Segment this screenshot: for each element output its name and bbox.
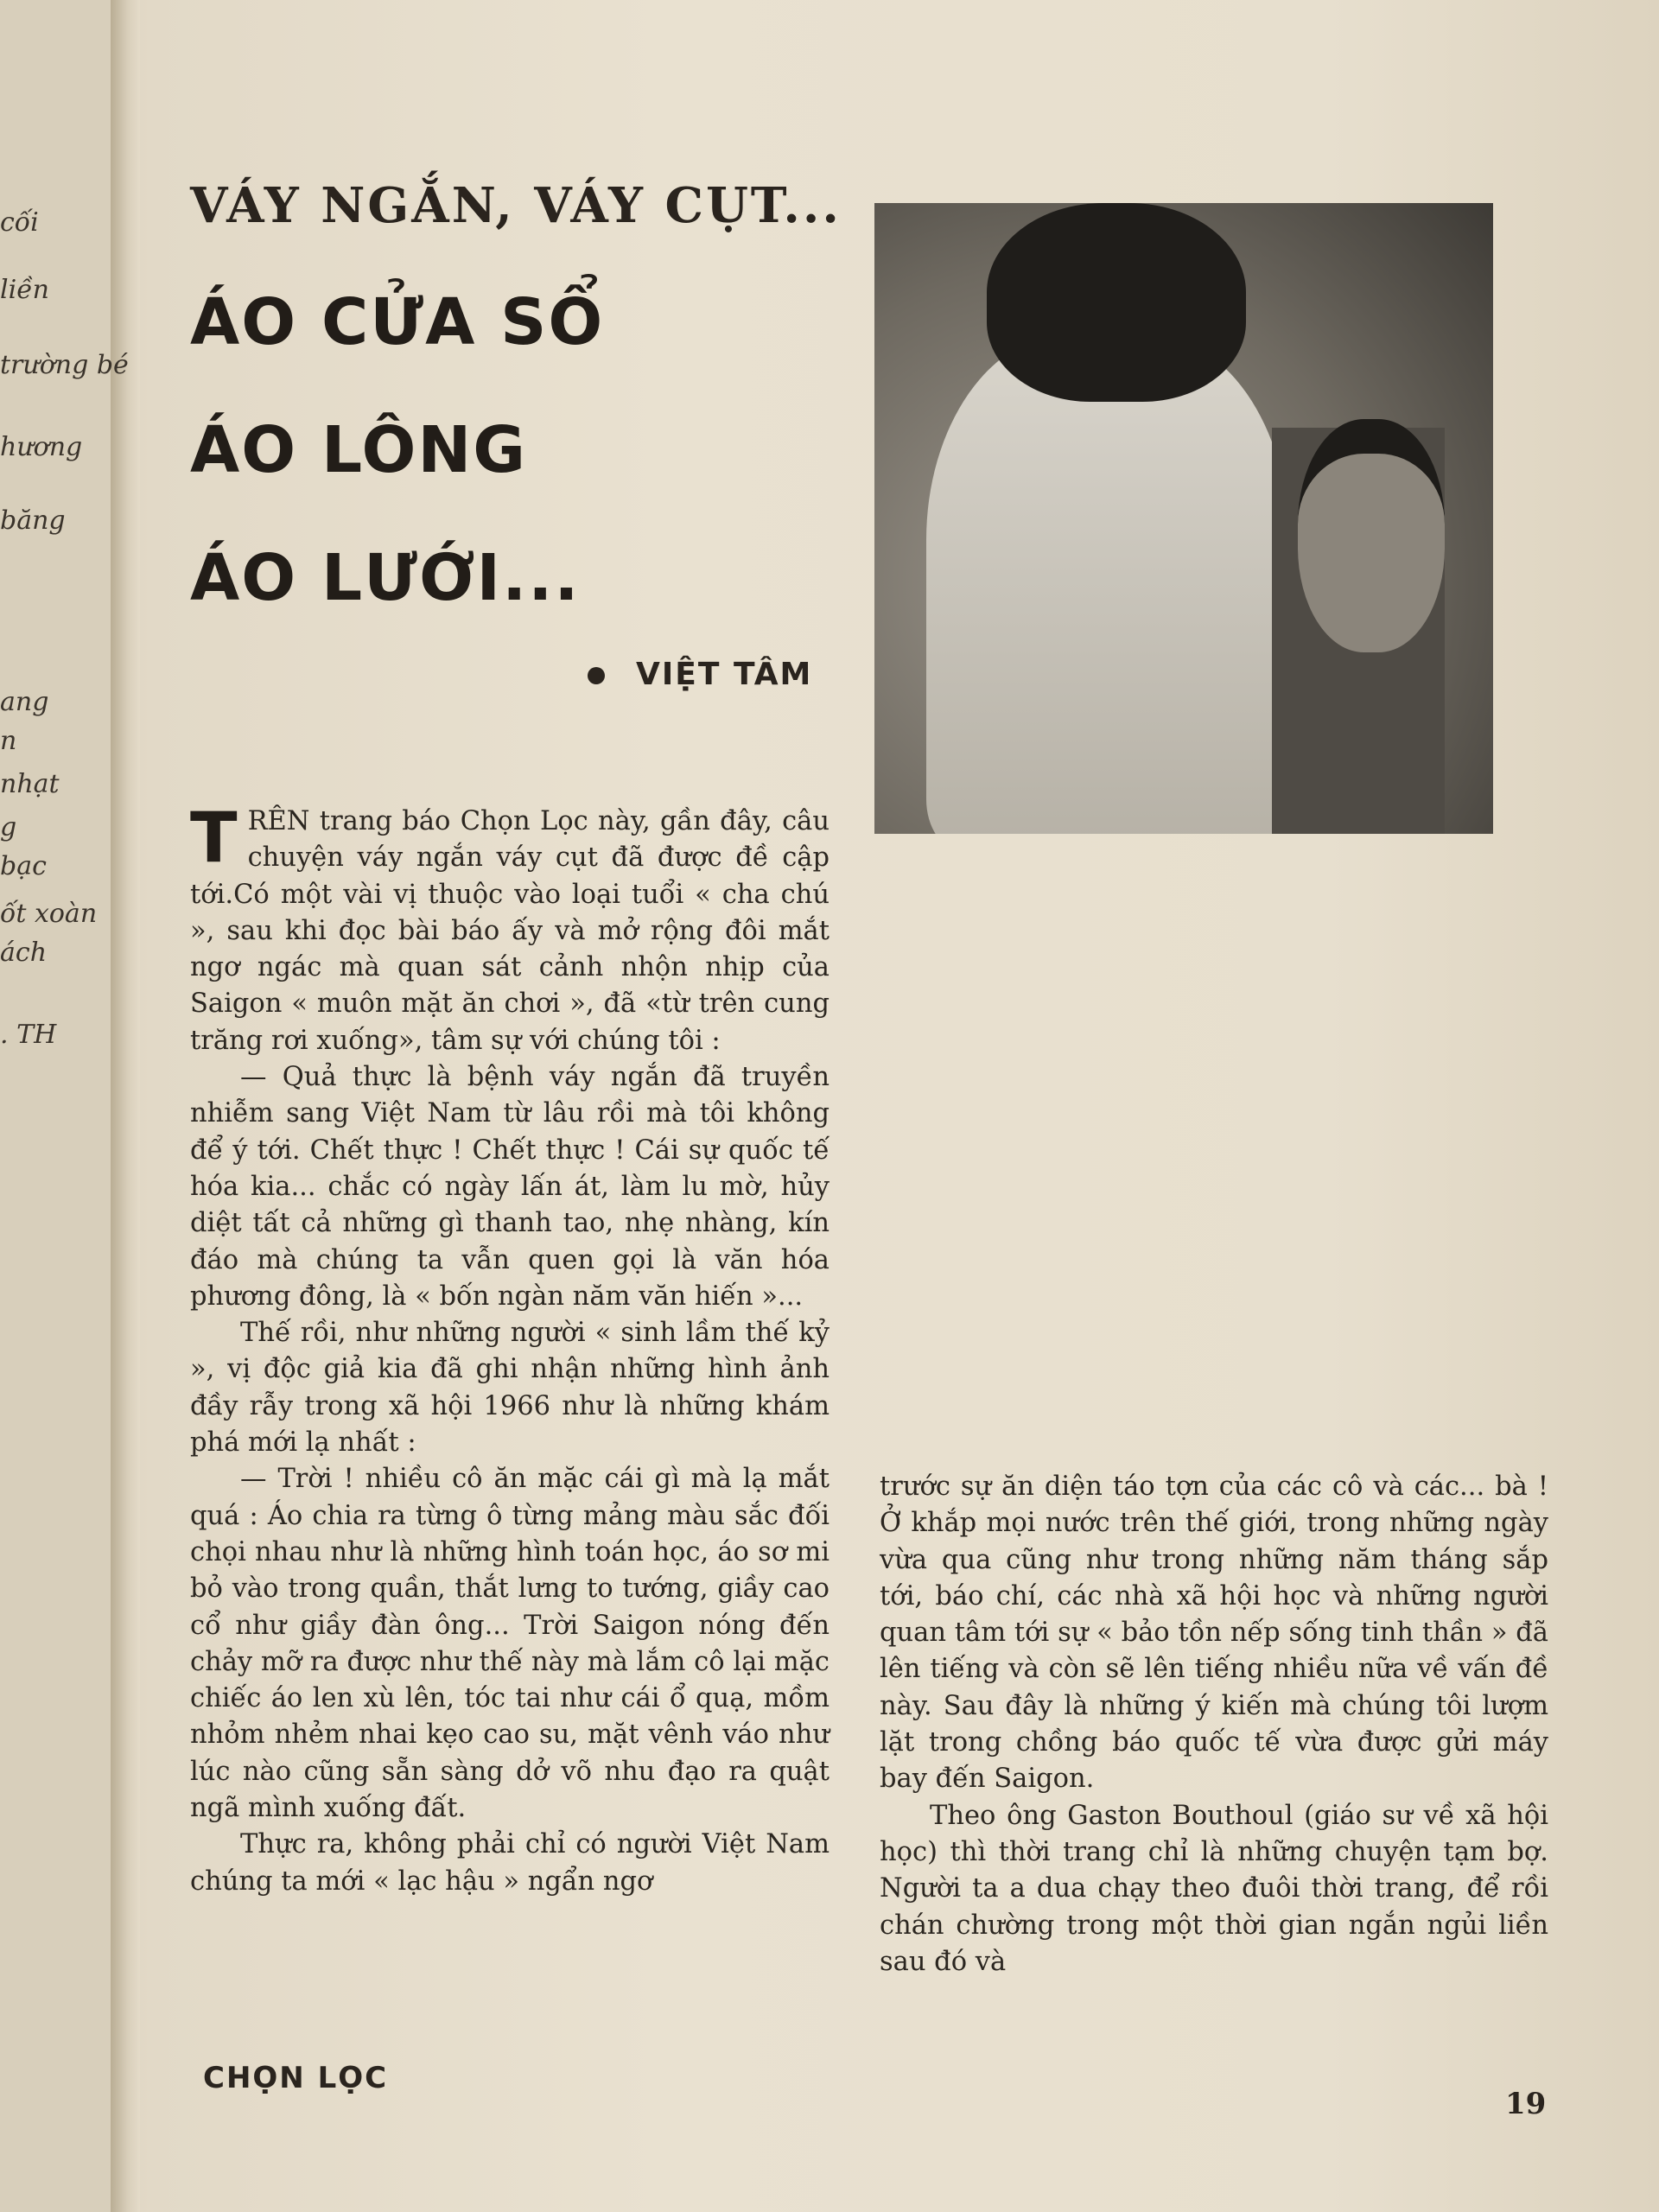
right-column bbox=[880, 1469, 1548, 1980]
edge-text-fragment: ách bbox=[0, 938, 48, 968]
author-name: VIỆT TÂM bbox=[636, 657, 813, 692]
paragraph: Thực ra, không phải chỉ có người Việt Nam chúng ta mới « lạc hậu » ngẩn ngơ bbox=[190, 1829, 830, 1897]
edge-text-fragment: cối bbox=[0, 207, 39, 238]
headline-line: ÁO CỬA SỔ bbox=[190, 285, 605, 359]
article-photo bbox=[874, 203, 1493, 834]
edge-text-fragment: g bbox=[0, 812, 17, 842]
edge-text-fragment: liền bbox=[0, 275, 49, 305]
paragraph bbox=[190, 798, 830, 1059]
edge-text-fragment: ốt xoàn bbox=[0, 899, 98, 929]
book-spine bbox=[111, 0, 140, 2212]
paragraph: Theo ông Gaston Bouthoul (giáo sư về xã hội học) thì thời trang chỉ là những chuyện tạm bợ. Người ta a dua chạy theo đuôi thời trang, để rồi chán chường trong một thời gian ngắn ngủi liền sau đó và bbox=[880, 1800, 1548, 1977]
bullet-dot bbox=[588, 667, 605, 684]
paragraph: — Trời ! nhiều cô ăn mặc cái gì mà lạ mắt quá : Áo chia ra từng ô từng mảng màu sắc đối chọi nhau như là những hình toán học, áo sơ mi bỏ vào trong quần, thắt lưng to tướng, giầy cao cổ như giầy đàn ông... Trời Saigon nóng đến chảy mỡ ra được như thế này mà lắm cô lại mặc chiếc áo len xù lên, tóc tai như cái ổ quạ, mồm nhỏm nhẻm nhai kẹo cao su, mặt vênh váo như lúc nào cũng sẵn sàng dở võ nhu đạo ra quật ngã mình xuống đất. bbox=[190, 1464, 830, 1824]
magazine-name: CHỌN LỌC bbox=[203, 2061, 389, 2095]
edge-text-fragment: n bbox=[0, 726, 17, 756]
drop-cap: T bbox=[190, 798, 238, 878]
paragraph-text: RÊN trang báo Chọn Lọc này, gần đây, câu chuyện váy ngắn váy cụt đã được đề cập tới.Có một vài vị thuộc vào loại tuổi « cha chú », sau khi đọc bài báo ấy và mở rộng đôi mắt ngơ ngác mà quan sát cảnh nhộn nhịp của Saigon « muôn mặt ăn chơi », đã «từ trên cung trăng rơi xuống», tâm sự với chúng tôi : bbox=[190, 806, 830, 1056]
facing-page-edge bbox=[0, 0, 121, 2212]
headline-line: ÁO LÔNG bbox=[190, 413, 528, 487]
edge-text-fragment: trường bé bbox=[0, 350, 129, 380]
paragraph: Thế rồi, như những người « sinh lầm thế kỷ », vị độc giả kia đã ghi nhận những hình ảnh đầy rẫy trong xã hội 1966 như là những khám phá mới lạ nhất : bbox=[190, 1318, 830, 1459]
edge-text-fragment: . TH bbox=[0, 1020, 57, 1050]
photo-woman-back bbox=[926, 333, 1289, 834]
photo-woman-hair bbox=[987, 203, 1246, 402]
edge-text-fragment: ang bbox=[0, 687, 49, 717]
edge-text-fragment: hương bbox=[0, 432, 83, 462]
article-kicker: VÁY NGẮN, VÁY CỤT... bbox=[190, 177, 842, 234]
paragraph: trước sự ăn diện táo tợn của các cô và các... bà ! Ở khắp mọi nước trên thế giới, trong những ngày vừa qua cũng như trong những năm tháng sắp tới, báo chí, các nhà xã hội học và những người quan tâm tới sự « bảo tồn nếp sống tinh thần » đã lên tiếng và còn sẽ lên tiếng nhiều nữa về vấn đề này. Sau đây là những ý kiến mà chúng tôi lượm lặt trong chồng báo quốc tế vừa được gửi máy bay đến Saigon. bbox=[880, 1471, 1548, 1795]
paragraph: — Quả thực là bệnh váy ngắn đã truyền nhiễm sang Việt Nam từ lâu rồi mà tôi không để ý tới. Chết thực ! Chết thực ! Cái sự quốc tế hóa kia... chắc có ngày lấn át, làm lu mờ, hủy diệt tất cả những gì thanh tao, nhẹ nhàng, kín đáo mà chúng ta vẫn quen gọi là văn hóa phương đông, là « bốn ngàn năm văn hiến »... bbox=[190, 1062, 830, 1312]
headline-line: ÁO LƯỚI... bbox=[190, 541, 581, 615]
author-byline bbox=[588, 657, 812, 692]
edge-text-fragment: băng bbox=[0, 505, 66, 536]
page-number: 19 bbox=[1505, 2087, 1547, 2121]
left-column bbox=[190, 798, 830, 1900]
edge-text-fragment: bạc bbox=[0, 851, 47, 881]
photo-reflection-face bbox=[1298, 419, 1445, 652]
edge-text-fragment: nhạt bbox=[0, 769, 60, 799]
